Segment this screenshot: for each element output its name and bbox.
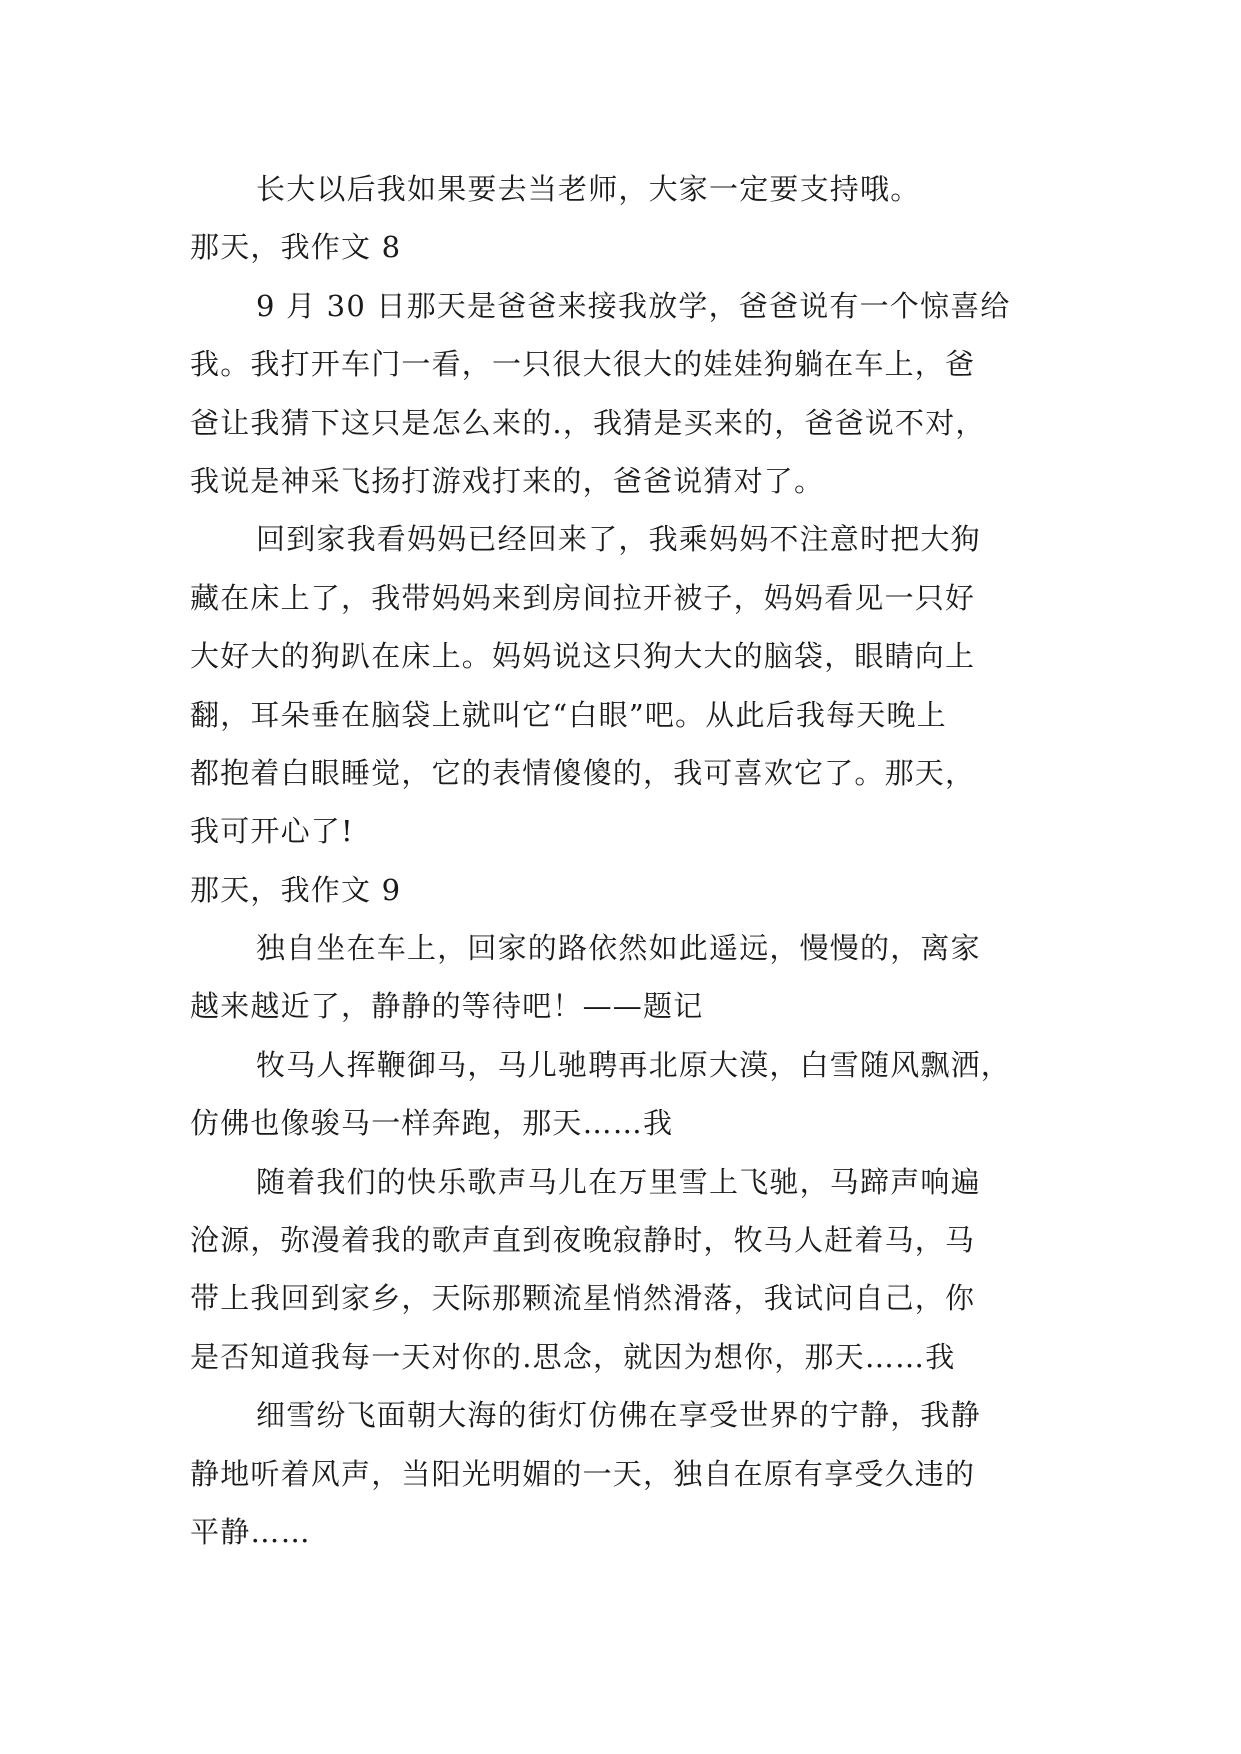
paragraph-line: 牧马人挥鞭御马，马儿驰聘再北原大漠，白雪随风飘洒， <box>256 1047 1012 1082</box>
paragraph-line: 爸让我猜下这只是怎么来的.，我猜是买来的，爸爸说不对， <box>190 405 986 440</box>
paragraph-line: 我可开心了! <box>190 814 354 849</box>
paragraph-line: 都抱着白眼睡觉，它的表情傻傻的，我可喜欢它了。那天， <box>190 755 976 790</box>
section-heading: 那天，我作文 8 <box>190 230 402 265</box>
paragraph-line: 沧源，弥漫着我的歌声直到夜晚寂静时，牧马人赶着马，马 <box>190 1223 976 1258</box>
paragraph-line: 仿佛也像骏马一样奔跑，那天……我 <box>190 1106 674 1141</box>
paragraph-line: 我。我打开车门一看，一只很大很大的娃娃狗躺在车上，爸 <box>190 347 976 382</box>
paragraph-line: 独自坐在车上，回家的路依然如此遥远，慢慢的，离家 <box>256 931 981 966</box>
paragraph-line: 静地听着风声，当阳光明媚的一天，独自在原有享受久违的 <box>190 1456 976 1491</box>
paragraph-line: 大好大的狗趴在床上。妈妈说这只狗大大的脑袋，眼睛向上 <box>190 639 976 674</box>
paragraph-line: 平静…… <box>190 1514 311 1549</box>
paragraph-line: 我说是神采飞扬打游戏打来的，爸爸说猜对了。 <box>190 463 825 498</box>
paragraph-line: 翻，耳朵垂在脑袋上就叫它“白眼”吧。从此后我每天晚上 <box>190 697 947 732</box>
paragraph-line: 越来越近了，静静的等待吧！——题记 <box>190 989 704 1024</box>
paragraph-line: 带上我回到家乡，天际那颗流星悄然滑落，我试问自己，你 <box>190 1281 976 1316</box>
paragraph-line: 随着我们的快乐歌声马儿在万里雪上飞驰，马蹄声响遍 <box>256 1164 981 1199</box>
paragraph-line: 细雪纷飞面朝大海的街灯仿佛在享受世界的宁静，我静 <box>256 1398 981 1433</box>
paragraph-line: 藏在床上了，我带妈妈来到房间拉开被子，妈妈看见一只好 <box>190 580 976 615</box>
paragraph-line: 长大以后我如果要去当老师，大家一定要支持哦。 <box>256 172 921 206</box>
paragraph-line: 9 月 30 日那天是爸爸来接我放学，爸爸说有一个惊喜给 <box>256 288 1011 323</box>
paragraph-line: 是否知道我每一天对你的.思念，就因为想你，那天……我 <box>190 1339 956 1374</box>
document-body <box>190 160 1065 1561</box>
paragraph-line: 回到家我看妈妈已经回来了，我乘妈妈不注意时把大狗 <box>256 522 981 557</box>
section-heading: 那天，我作文 9 <box>190 872 402 907</box>
